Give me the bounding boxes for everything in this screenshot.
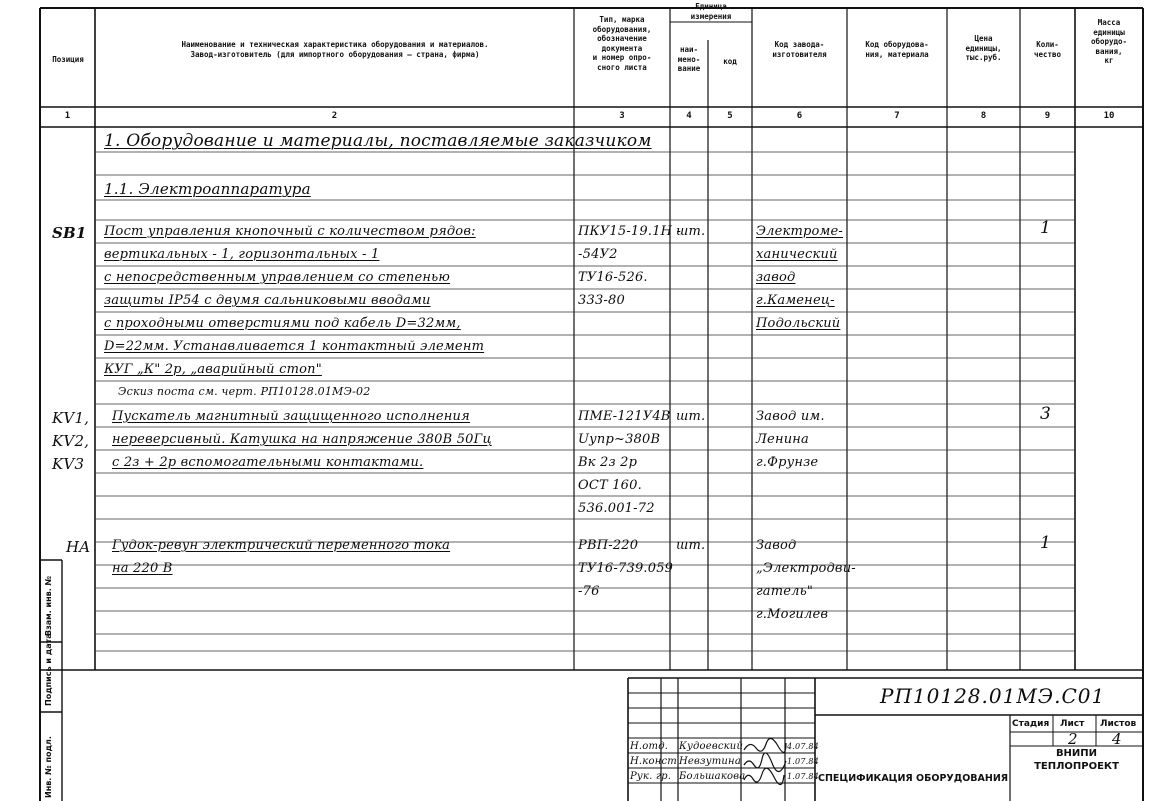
item-unit: шт. xyxy=(676,224,706,239)
item-type-line: -76 xyxy=(578,584,600,599)
header-price xyxy=(947,34,1020,63)
header-price-line: тыс.руб. xyxy=(965,53,1002,62)
header-equip-line: Код оборудова- xyxy=(865,40,929,49)
item-maker-line: г.Фрунзе xyxy=(756,455,819,470)
item-maker-line: ханический xyxy=(756,247,838,262)
header-mass xyxy=(1075,18,1143,66)
header-mass-line: оборудо- xyxy=(1090,37,1128,46)
col-number: 5 xyxy=(727,111,733,121)
header-type-line: документа xyxy=(601,43,643,53)
document-code: РП10128.01МЭ.С01 xyxy=(880,684,1106,708)
item-unit: шт. xyxy=(676,409,706,424)
item-maker-line: Завод им. xyxy=(756,409,825,424)
stamp-role: Рук. гр. xyxy=(630,771,672,782)
item-description-line: Пост управления кнопочный с количеством рядов: xyxy=(104,224,476,239)
header-mass-line: вания, xyxy=(1095,46,1123,56)
header-maker-line: Код завода- xyxy=(774,40,825,49)
header-type xyxy=(574,15,670,72)
side-label-inventory: Инв. № подл. xyxy=(44,736,53,798)
header-unit-name-line: мено- xyxy=(677,54,701,64)
item-description-line: Пускатель магнитный защищенного исполнения xyxy=(112,409,470,424)
col-number: 10 xyxy=(1103,111,1115,121)
col-number: 1 xyxy=(64,111,71,121)
side-label-replace: Взам. инв. № xyxy=(44,575,53,636)
item-maker-line: г.Могилев xyxy=(756,607,829,622)
item-position: KV1, xyxy=(52,409,90,427)
header-mass-line: кг xyxy=(1104,56,1114,65)
item-description-line: КУГ „К" 2р, „аварийный стоп" xyxy=(104,362,322,377)
item-maker-line: гатель" xyxy=(756,584,814,599)
item-maker-line: Подольский xyxy=(756,316,841,331)
header-type-line: сного листа xyxy=(597,62,647,72)
col-number: 4 xyxy=(686,111,692,121)
header-type-line: оборудования, xyxy=(592,24,652,34)
item-type-line: РВП-220 xyxy=(578,538,639,553)
item-position: SB1 xyxy=(52,224,87,242)
header-position: Позиция xyxy=(52,55,84,64)
header-maker-code xyxy=(752,40,847,59)
item-description-line: нереверсивный. Катушка на напряжение 380В 50Гц xyxy=(112,432,492,447)
header-name-line2: Завод-изготовитель (для импортного оборудования – страна, фирма) xyxy=(190,49,480,59)
stamp-date: 4.07.84 xyxy=(787,742,819,751)
header-price-line: Цена xyxy=(974,34,993,43)
item-type-line: ОСТ 160. xyxy=(578,478,642,493)
stamp-role: Н.конст xyxy=(630,756,677,767)
subsection-heading: 1.1. Электроаппаратура xyxy=(104,180,311,198)
header-type-line: обозначение xyxy=(597,34,647,43)
item-type-line: -54У2 xyxy=(578,247,618,262)
org-line2: ТЕПЛОПРОЕКТ xyxy=(1034,761,1119,772)
item-maker-line: Ленина xyxy=(756,432,809,447)
item-type-line: 333-80 xyxy=(578,293,625,308)
stamp-date: 1.07.84 xyxy=(787,772,819,781)
header-qty-line: чество xyxy=(1033,49,1062,59)
col-number: 6 xyxy=(796,111,803,121)
item-unit: шт. xyxy=(676,538,706,553)
header-type-line: Тип, марка xyxy=(599,15,645,24)
stamp-sheet-number: 2 xyxy=(1068,730,1078,748)
item-quantity: 1 xyxy=(1040,218,1052,238)
header-equip-code xyxy=(847,40,947,59)
stamp-name: Кудоевский xyxy=(679,741,744,752)
header-unit-code: код xyxy=(723,57,737,66)
col-number: 7 xyxy=(894,111,900,121)
header-unit-line: измерения xyxy=(690,11,732,21)
header-unit-name-line: вание xyxy=(677,64,701,73)
stamp-name: Невзутина xyxy=(679,756,741,767)
item-type-line: Uупр~380В xyxy=(578,432,661,447)
col-number: 3 xyxy=(619,111,625,121)
header-name-line1: Наименование и техническая характеристика оборудования и материалов. xyxy=(181,40,489,49)
header-mass-line: единицы xyxy=(1093,27,1125,37)
stamp-sheets-number: 4 xyxy=(1112,730,1122,748)
header-qty xyxy=(1020,40,1075,59)
item-quantity: 1 xyxy=(1040,533,1052,553)
header-type-line: и номер опро- xyxy=(592,53,652,62)
item-description-line: защиты IP54 с двумя сальниковыми вводами xyxy=(104,293,431,308)
col-number: 2 xyxy=(331,111,338,121)
col-number: 9 xyxy=(1044,111,1051,121)
header-equip-line: ния, материала xyxy=(865,49,929,59)
stamp-stage-label: Стадия xyxy=(1012,719,1050,729)
col-number: 8 xyxy=(980,111,987,121)
item-position: HA xyxy=(66,538,91,556)
item-description-line: с непосредственным управлением со степенью xyxy=(104,270,451,285)
item-quantity: 3 xyxy=(1040,404,1052,424)
header-qty-line: Коли- xyxy=(1036,40,1059,49)
item-description-line: Гудок-ревун электрический переменного тока xyxy=(112,538,451,553)
stamp-role: Н.отд. xyxy=(630,741,669,752)
item-description-line: с проходными отверстиями под кабель D=32мм, xyxy=(104,316,461,331)
item-maker-line: г.Каменец- xyxy=(756,293,835,308)
stamp-name: Большакова xyxy=(679,771,746,782)
header-name xyxy=(98,40,572,59)
section-heading: 1. Оборудование и материалы, поставляемые заказчиком xyxy=(104,131,652,151)
item-type-line: ТУ16-526. xyxy=(578,270,648,285)
item-description-line: Эскиз поста см. черт. РП10128.01МЭ-02 xyxy=(118,385,371,398)
item-maker-line: завод xyxy=(756,270,796,285)
item-type-line: ПКУ15-19.1Н - xyxy=(578,224,682,239)
item-maker-line: Завод xyxy=(756,538,797,553)
stamp-sheets-label: Листов xyxy=(1100,719,1137,729)
item-type-line: ТУ16-739.059 xyxy=(578,561,674,576)
item-type-line: 536.001-72 xyxy=(578,501,655,516)
header-price-line: единицы, xyxy=(965,43,1002,53)
header-unit-name-line: наи- xyxy=(679,45,699,54)
item-description-line: D=22мм. Устанавливается 1 контактный элемент xyxy=(104,339,485,354)
item-position: KV2, xyxy=(52,432,90,450)
item-maker-line: Электроме- xyxy=(756,224,844,239)
org-line1: ВНИПИ xyxy=(1055,748,1098,759)
item-type-line: ПМЕ-121У4В xyxy=(578,409,671,424)
header-unit xyxy=(670,2,752,21)
header-maker-line: изготовителя xyxy=(772,49,827,59)
stamp-sheet-label: Лист xyxy=(1060,719,1085,729)
item-position: KV3 xyxy=(52,455,85,473)
header-unit-line: Единица xyxy=(695,2,727,11)
item-description-line: вертикальных - 1, горизонтальных - 1 xyxy=(104,247,380,262)
header-mass-line: Масса xyxy=(1097,18,1121,27)
item-description-line: с 2з + 2р вспомогательными контактами. xyxy=(112,455,424,470)
item-description-line: на 220 В xyxy=(112,561,173,576)
item-maker-line: „Электродви- xyxy=(756,561,856,576)
item-type-line: Вк 2з 2р xyxy=(578,455,638,470)
document-title: СПЕЦИФИКАЦИЯ ОБОРУДОВАНИЯ xyxy=(818,773,1009,784)
stamp-date: 1.07.84 xyxy=(787,757,819,766)
side-label-signature: Подпись и дата xyxy=(44,633,53,706)
header-unit-name xyxy=(670,45,708,74)
